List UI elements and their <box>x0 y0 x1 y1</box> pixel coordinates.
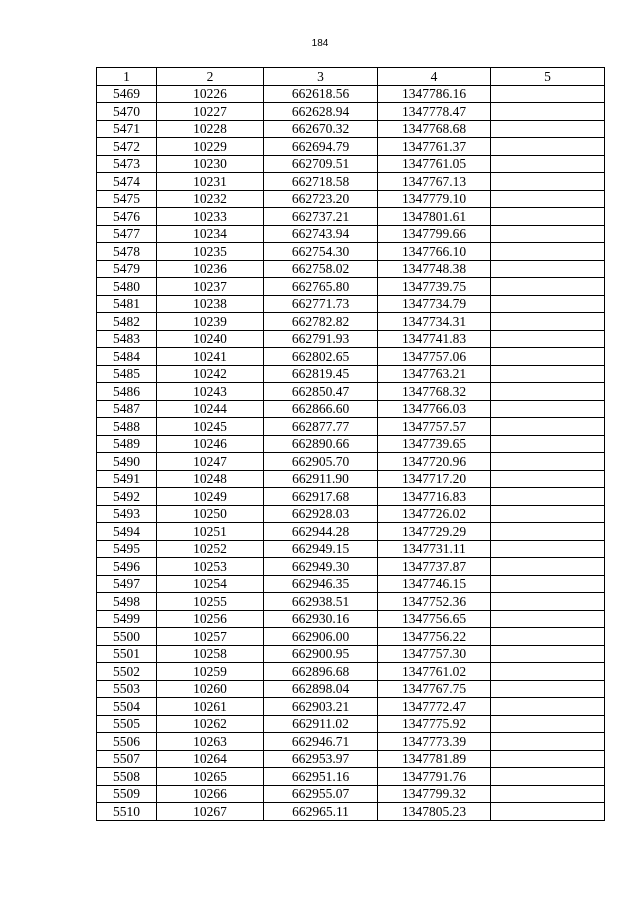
table-row <box>97 803 605 821</box>
table-cell: 5482 <box>97 313 157 331</box>
table-cell: 5483 <box>97 330 157 348</box>
table-row <box>97 138 605 156</box>
table-cell <box>491 610 605 628</box>
table-cell <box>491 488 605 506</box>
table-cell: 10230 <box>157 155 264 173</box>
table-cell: 10234 <box>157 225 264 243</box>
table-cell: 5509 <box>97 785 157 803</box>
table-row <box>97 488 605 506</box>
table-cell: 1347767.13 <box>378 173 491 191</box>
table-cell: 662946.35 <box>264 575 378 593</box>
table-header <box>97 68 605 86</box>
table-cell: 1347767.75 <box>378 680 491 698</box>
table-cell: 5492 <box>97 488 157 506</box>
table-cell: 1347757.57 <box>378 418 491 436</box>
table-cell: 5472 <box>97 138 157 156</box>
table-cell <box>491 768 605 786</box>
table-cell: 10228 <box>157 120 264 138</box>
table-cell: 10247 <box>157 453 264 471</box>
table-cell: 662949.30 <box>264 558 378 576</box>
table-cell: 5476 <box>97 208 157 226</box>
table-cell: 662900.95 <box>264 645 378 663</box>
table-cell: 5477 <box>97 225 157 243</box>
table-cell <box>491 540 605 558</box>
table-row <box>97 505 605 523</box>
table-cell: 10239 <box>157 313 264 331</box>
table-cell <box>491 418 605 436</box>
table-cell: 1347726.02 <box>378 505 491 523</box>
table-cell: 662930.16 <box>264 610 378 628</box>
table-cell: 1347757.06 <box>378 348 491 366</box>
table-cell <box>491 225 605 243</box>
table-cell <box>491 330 605 348</box>
table-cell: 662911.90 <box>264 470 378 488</box>
table-cell: 662723.20 <box>264 190 378 208</box>
table-cell: 1347716.83 <box>378 488 491 506</box>
table-cell: 5504 <box>97 698 157 716</box>
table-row <box>97 750 605 768</box>
table-cell: 1347729.29 <box>378 523 491 541</box>
table-cell: 662754.30 <box>264 243 378 261</box>
table-cell <box>491 348 605 366</box>
table-cell: 1347717.20 <box>378 470 491 488</box>
table-cell: 1347741.83 <box>378 330 491 348</box>
table-cell: 662850.47 <box>264 383 378 401</box>
coordinates-table <box>96 67 605 821</box>
table-cell: 662951.16 <box>264 768 378 786</box>
table-row <box>97 348 605 366</box>
table-row <box>97 330 605 348</box>
table-cell: 1347799.66 <box>378 225 491 243</box>
table-cell <box>491 138 605 156</box>
table-row <box>97 610 605 628</box>
table-row <box>97 120 605 138</box>
table-cell: 1347801.61 <box>378 208 491 226</box>
table-cell <box>491 435 605 453</box>
table-cell <box>491 313 605 331</box>
table-cell: 10267 <box>157 803 264 821</box>
table-cell <box>491 733 605 751</box>
table-cell: 662903.21 <box>264 698 378 716</box>
table-row <box>97 680 605 698</box>
table-cell <box>491 680 605 698</box>
table-cell: 662819.45 <box>264 365 378 383</box>
table-cell: 5475 <box>97 190 157 208</box>
table-row <box>97 470 605 488</box>
table-cell <box>491 103 605 121</box>
table-cell <box>491 383 605 401</box>
table-cell: 10262 <box>157 715 264 733</box>
table-cell: 662953.97 <box>264 750 378 768</box>
table-cell: 1347761.02 <box>378 663 491 681</box>
table-cell: 662965.11 <box>264 803 378 821</box>
table-cell: 10252 <box>157 540 264 558</box>
table-cell: 1347781.89 <box>378 750 491 768</box>
table-cell <box>491 155 605 173</box>
table-cell: 1347752.36 <box>378 593 491 611</box>
table-cell: 5496 <box>97 558 157 576</box>
table-cell <box>491 785 605 803</box>
table-cell: 5486 <box>97 383 157 401</box>
table-cell: 10257 <box>157 628 264 646</box>
table-cell: 662906.00 <box>264 628 378 646</box>
table-cell: 10253 <box>157 558 264 576</box>
table-cell: 10260 <box>157 680 264 698</box>
table-cell: 1347763.21 <box>378 365 491 383</box>
table-cell: 5499 <box>97 610 157 628</box>
table-cell: 5495 <box>97 540 157 558</box>
table-cell: 5478 <box>97 243 157 261</box>
table-cell <box>491 698 605 716</box>
table-cell: 10244 <box>157 400 264 418</box>
table-row <box>97 768 605 786</box>
table-cell: 5508 <box>97 768 157 786</box>
table-cell: 5488 <box>97 418 157 436</box>
table-cell: 5481 <box>97 295 157 313</box>
table-cell: 5493 <box>97 505 157 523</box>
table-cell <box>491 750 605 768</box>
table-cell <box>491 365 605 383</box>
table-cell <box>491 260 605 278</box>
table-row <box>97 225 605 243</box>
table-body <box>97 85 605 820</box>
table-row <box>97 558 605 576</box>
table-cell: 5485 <box>97 365 157 383</box>
table-cell: 1347766.10 <box>378 243 491 261</box>
table-row <box>97 715 605 733</box>
table-cell: 662670.32 <box>264 120 378 138</box>
table-cell: 662758.02 <box>264 260 378 278</box>
table-row <box>97 418 605 436</box>
table-cell: 1347773.39 <box>378 733 491 751</box>
table-cell: 10248 <box>157 470 264 488</box>
table-cell: 5489 <box>97 435 157 453</box>
table-cell: 10237 <box>157 278 264 296</box>
table-cell: 662944.28 <box>264 523 378 541</box>
table-row <box>97 733 605 751</box>
table-cell <box>491 400 605 418</box>
table-row <box>97 383 605 401</box>
table-cell <box>491 575 605 593</box>
table-cell: 10245 <box>157 418 264 436</box>
table-row <box>97 400 605 418</box>
table-cell: 10258 <box>157 645 264 663</box>
table-cell: 662890.66 <box>264 435 378 453</box>
table-cell: 1347768.68 <box>378 120 491 138</box>
table-cell: 10236 <box>157 260 264 278</box>
table-cell: 5471 <box>97 120 157 138</box>
table-cell: 10233 <box>157 208 264 226</box>
table-row <box>97 243 605 261</box>
table-cell: 10232 <box>157 190 264 208</box>
table-cell: 1347772.47 <box>378 698 491 716</box>
table-cell: 5498 <box>97 593 157 611</box>
table-cell: 662765.80 <box>264 278 378 296</box>
table-cell: 662911.02 <box>264 715 378 733</box>
table-cell: 5506 <box>97 733 157 751</box>
page-number: 184 <box>311 38 329 49</box>
table-cell: 1347778.47 <box>378 103 491 121</box>
table-cell <box>491 628 605 646</box>
table-cell: 1347739.65 <box>378 435 491 453</box>
table-cell: 662743.94 <box>264 225 378 243</box>
table-cell: 662877.77 <box>264 418 378 436</box>
table-cell: 5487 <box>97 400 157 418</box>
header-row <box>97 68 605 86</box>
table-row <box>97 85 605 103</box>
table-cell <box>491 85 605 103</box>
table-cell: 1347775.92 <box>378 715 491 733</box>
header-cell: 1 <box>97 68 157 86</box>
table-cell: 1347746.15 <box>378 575 491 593</box>
table-row <box>97 785 605 803</box>
table-cell <box>491 278 605 296</box>
table-cell <box>491 505 605 523</box>
table-cell: 5505 <box>97 715 157 733</box>
table-row <box>97 663 605 681</box>
table-cell: 1347791.76 <box>378 768 491 786</box>
table-cell: 10264 <box>157 750 264 768</box>
table-cell: 662802.65 <box>264 348 378 366</box>
table-cell: 662866.60 <box>264 400 378 418</box>
table-cell: 10250 <box>157 505 264 523</box>
table-cell: 5507 <box>97 750 157 768</box>
table-row <box>97 698 605 716</box>
table-cell: 662928.03 <box>264 505 378 523</box>
table-cell: 10235 <box>157 243 264 261</box>
table-cell: 5469 <box>97 85 157 103</box>
table-cell: 5480 <box>97 278 157 296</box>
table-cell: 662791.93 <box>264 330 378 348</box>
table-cell: 662946.71 <box>264 733 378 751</box>
table-row <box>97 278 605 296</box>
table-cell <box>491 523 605 541</box>
table-cell: 10265 <box>157 768 264 786</box>
table-cell: 1347756.65 <box>378 610 491 628</box>
header-cell: 5 <box>491 68 605 86</box>
header-cell: 2 <box>157 68 264 86</box>
header-cell: 3 <box>264 68 378 86</box>
table-cell: 1347739.75 <box>378 278 491 296</box>
table-row <box>97 103 605 121</box>
table-cell: 1347805.23 <box>378 803 491 821</box>
table-cell: 1347786.16 <box>378 85 491 103</box>
table-cell: 1347757.30 <box>378 645 491 663</box>
table-cell: 5491 <box>97 470 157 488</box>
table-cell: 10238 <box>157 295 264 313</box>
table-cell <box>491 173 605 191</box>
table-cell: 5474 <box>97 173 157 191</box>
table-cell: 10231 <box>157 173 264 191</box>
table-row <box>97 260 605 278</box>
table-cell <box>491 453 605 471</box>
table-cell: 1347761.37 <box>378 138 491 156</box>
table-cell: 1347731.11 <box>378 540 491 558</box>
table-cell: 662898.04 <box>264 680 378 698</box>
table-cell: 1347734.31 <box>378 313 491 331</box>
table-row <box>97 295 605 313</box>
table-cell: 10251 <box>157 523 264 541</box>
table-cell: 662905.70 <box>264 453 378 471</box>
table-row <box>97 593 605 611</box>
table-cell <box>491 470 605 488</box>
table-row <box>97 208 605 226</box>
table-cell: 5500 <box>97 628 157 646</box>
table-cell: 662737.21 <box>264 208 378 226</box>
table-row <box>97 435 605 453</box>
table-cell: 5510 <box>97 803 157 821</box>
table-cell <box>491 208 605 226</box>
table-row <box>97 453 605 471</box>
table-cell <box>491 663 605 681</box>
table-cell: 10229 <box>157 138 264 156</box>
table-cell: 662771.73 <box>264 295 378 313</box>
table-cell: 5497 <box>97 575 157 593</box>
table-row <box>97 523 605 541</box>
table-row <box>97 628 605 646</box>
table-cell: 662782.82 <box>264 313 378 331</box>
table-cell: 662618.56 <box>264 85 378 103</box>
table-cell: 10266 <box>157 785 264 803</box>
table-cell: 1347748.38 <box>378 260 491 278</box>
table-cell <box>491 190 605 208</box>
table-cell: 10241 <box>157 348 264 366</box>
table-cell: 1347768.32 <box>378 383 491 401</box>
table-cell: 662694.79 <box>264 138 378 156</box>
table-cell: 1347756.22 <box>378 628 491 646</box>
table-cell: 1347737.87 <box>378 558 491 576</box>
table-cell <box>491 120 605 138</box>
table-cell <box>491 593 605 611</box>
table-cell: 10246 <box>157 435 264 453</box>
table-cell: 5502 <box>97 663 157 681</box>
table-cell: 662896.68 <box>264 663 378 681</box>
table-cell: 662955.07 <box>264 785 378 803</box>
table-cell: 10263 <box>157 733 264 751</box>
table-cell: 10227 <box>157 103 264 121</box>
table-cell: 662709.51 <box>264 155 378 173</box>
table-cell: 5494 <box>97 523 157 541</box>
table-cell <box>491 645 605 663</box>
table-cell: 5479 <box>97 260 157 278</box>
table-row <box>97 313 605 331</box>
table-cell: 662938.51 <box>264 593 378 611</box>
table-cell: 5490 <box>97 453 157 471</box>
table-cell: 662628.94 <box>264 103 378 121</box>
table-cell: 10256 <box>157 610 264 628</box>
table-cell: 1347766.03 <box>378 400 491 418</box>
table-cell <box>491 558 605 576</box>
table-row <box>97 540 605 558</box>
table-row <box>97 645 605 663</box>
table-cell: 10254 <box>157 575 264 593</box>
table-row <box>97 155 605 173</box>
table-cell: 10226 <box>157 85 264 103</box>
table-cell <box>491 715 605 733</box>
table-cell: 1347799.32 <box>378 785 491 803</box>
table-cell: 5503 <box>97 680 157 698</box>
table-cell: 10243 <box>157 383 264 401</box>
table-cell: 1347720.96 <box>378 453 491 471</box>
table-cell: 1347734.79 <box>378 295 491 313</box>
table-cell: 1347761.05 <box>378 155 491 173</box>
table-cell: 1347779.10 <box>378 190 491 208</box>
table-cell <box>491 243 605 261</box>
table-row <box>97 173 605 191</box>
table-cell: 662917.68 <box>264 488 378 506</box>
table-cell: 10240 <box>157 330 264 348</box>
table-cell <box>491 295 605 313</box>
header-cell: 4 <box>378 68 491 86</box>
table-cell: 662949.15 <box>264 540 378 558</box>
table-cell: 5473 <box>97 155 157 173</box>
table-cell: 10249 <box>157 488 264 506</box>
table-cell <box>491 803 605 821</box>
table-cell: 10261 <box>157 698 264 716</box>
table-cell: 10242 <box>157 365 264 383</box>
table-cell: 5484 <box>97 348 157 366</box>
table-cell: 5470 <box>97 103 157 121</box>
table-cell: 662718.58 <box>264 173 378 191</box>
table-cell: 5501 <box>97 645 157 663</box>
table-cell: 10259 <box>157 663 264 681</box>
table-row <box>97 365 605 383</box>
table-row <box>97 575 605 593</box>
table-cell: 10255 <box>157 593 264 611</box>
table-row <box>97 190 605 208</box>
